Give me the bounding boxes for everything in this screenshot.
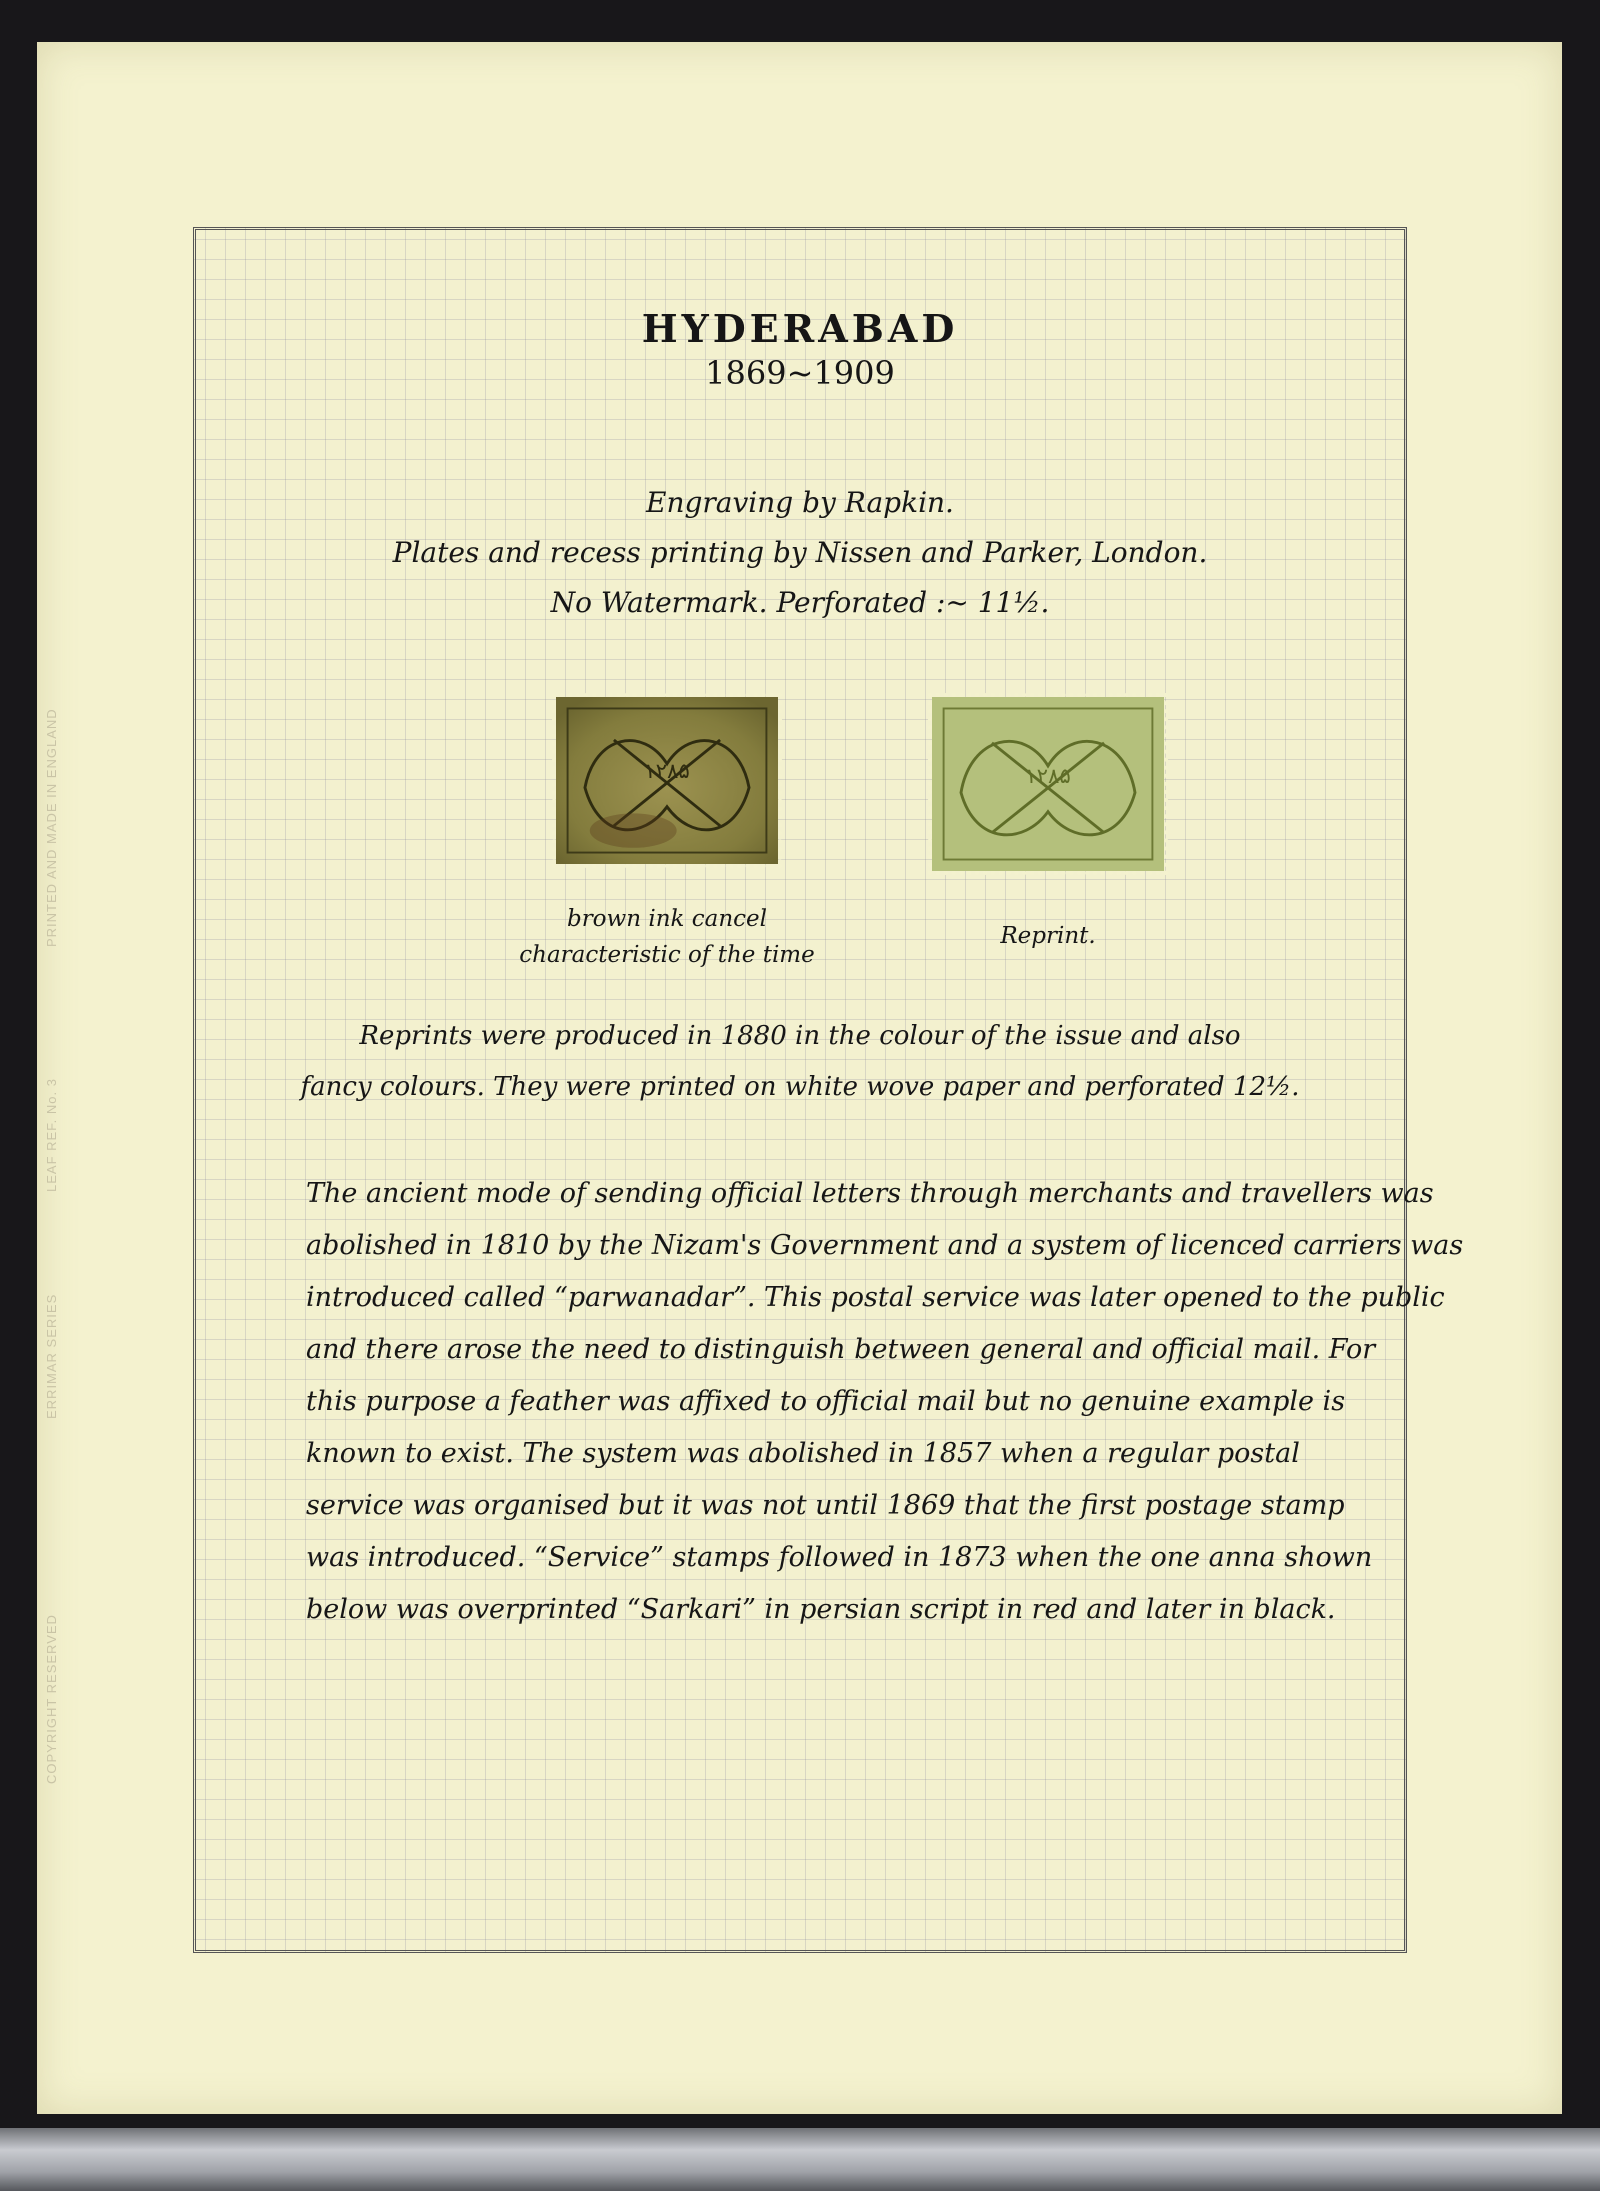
- grid-frame: [193, 227, 1464, 1953]
- intro-printing: Plates and recess printing by Nissen and Parker, London.: [392, 536, 1208, 569]
- history-line: was introduced. “Service” stamps followed in 1873 when the one anna shown: [306, 1542, 1373, 1573]
- stamp-used-caption-2: characteristic of the time: [519, 942, 815, 968]
- history-line: below was overprinted “Sarkari” in persian script in red and later in black.: [306, 1594, 1336, 1625]
- history-line: known to exist. The system was abolished in 1857 when a regular postal: [306, 1438, 1300, 1469]
- spine-series: ERRIMAR SERIES: [44, 1293, 59, 1419]
- stamp-used-image: [556, 697, 778, 864]
- history-line: abolished in 1810 by the Nizam's Government and a system of licenced carriers was: [306, 1230, 1464, 1261]
- history-paragraph: [306, 1168, 1464, 1636]
- spine-copyright: COPYRIGHT RESERVED: [44, 1614, 59, 1784]
- stamp-reprint: [928, 693, 1168, 875]
- page-years: 1869~1909: [705, 354, 895, 392]
- svg-text:۱۲۸۵: ۱۲۸۵: [644, 758, 690, 784]
- stamp-reprint-caption: Reprint.: [1000, 923, 1096, 949]
- stamp-used-caption-1: brown ink cancel: [566, 906, 768, 932]
- history-line: and there arose the need to distinguish between general and official mail. For: [306, 1334, 1376, 1365]
- stamp-reprint-image: [932, 697, 1164, 871]
- svg-text:۱۲۸۵: ۱۲۸۵: [1025, 763, 1071, 789]
- spine-imprint: PRINTED AND MADE IN ENGLAND: [44, 708, 59, 947]
- spine-leaf-ref: LEAF REF. No. 3: [44, 1078, 59, 1192]
- history-line: service was organised but it was not until 1869 that the first postage stamp: [306, 1490, 1345, 1521]
- history-line: The ancient mode of sending official letters through merchants and travellers was: [306, 1178, 1434, 1209]
- intro-perforation: No Watermark. Perforated :~ 11½.: [550, 586, 1050, 619]
- stamp-used: [552, 693, 782, 868]
- reprints-note-line-2: fancy colours. They were printed on white wove paper and perforated 12½.: [300, 1072, 1300, 1102]
- history-line: introduced called “parwanadar”. This postal service was later opened to the public: [306, 1282, 1445, 1313]
- history-line: this purpose a feather was affixed to official mail but no genuine example is: [306, 1386, 1346, 1417]
- page-title: HYDERABAD: [641, 306, 959, 351]
- reprints-note-line-1: Reprints were produced in 1880 in the colour of the issue and also: [359, 1021, 1241, 1051]
- album-page: [37, 42, 1562, 2114]
- intro-engraving: Engraving by Rapkin.: [646, 486, 954, 519]
- plastic-sleeve-edge: [0, 2128, 1600, 2191]
